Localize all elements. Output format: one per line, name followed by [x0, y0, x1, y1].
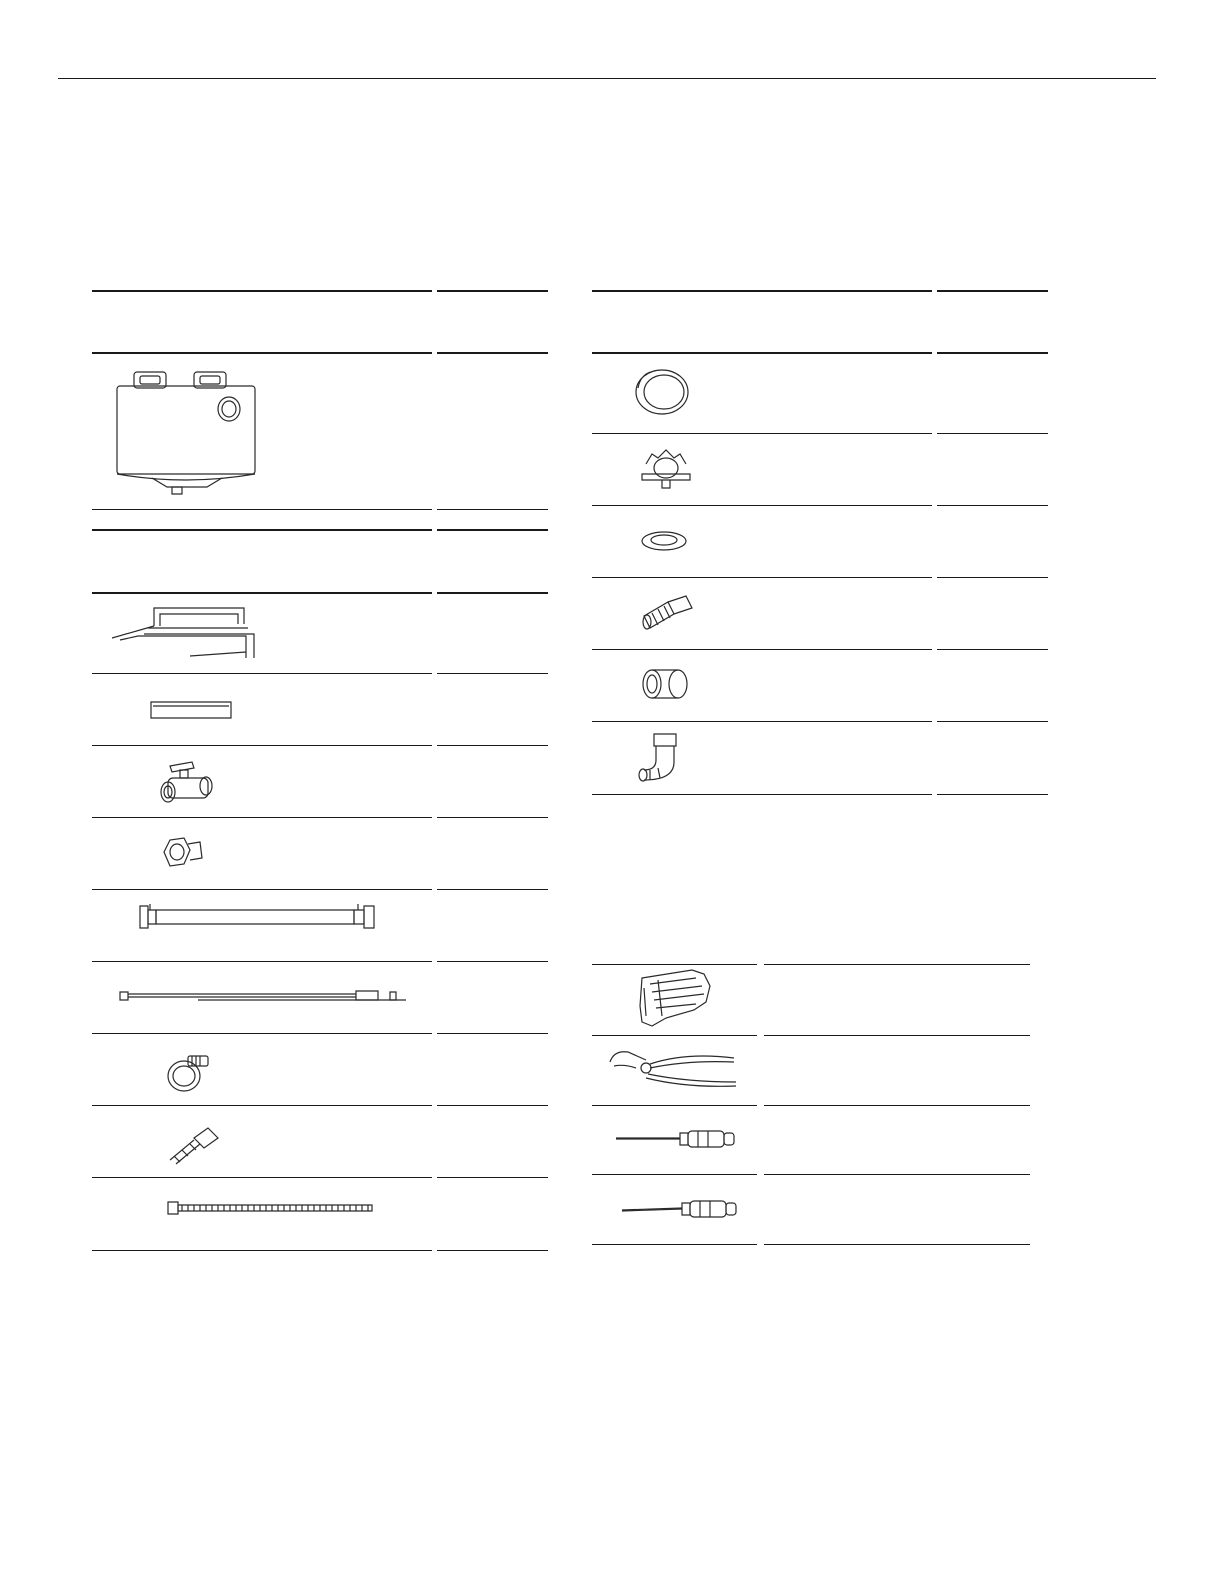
tools-bottom-rule: [592, 1244, 757, 1245]
tools-row-rule: [592, 1174, 757, 1175]
row-rule: [437, 889, 548, 890]
row-rule: [937, 794, 1048, 795]
mounting-strip-icon: [150, 700, 232, 720]
screwdriver-phillips-icon: [614, 1128, 738, 1150]
row-rule: [592, 721, 932, 722]
wire-bracket-icon: [108, 600, 258, 664]
gloves-icon: [632, 966, 716, 1030]
row-rule: [437, 1105, 548, 1106]
table-header-top-rule: [592, 290, 932, 292]
cable-tie-icon: [166, 1200, 378, 1216]
row-rule: [937, 721, 1048, 722]
table-header-top-rule: [92, 529, 432, 531]
table-header-bottom-rule: [592, 352, 932, 354]
pliers-icon: [606, 1046, 740, 1090]
row-rule: [92, 1250, 432, 1251]
row-rule: [592, 649, 932, 650]
drain-tube-icon: [118, 988, 408, 1004]
row-rule: [592, 433, 932, 434]
screwdriver-flat-icon: [620, 1198, 740, 1220]
row-rule: [437, 961, 548, 962]
threaded-adapter-icon: [640, 592, 694, 632]
tools-row-rule: [764, 1035, 1030, 1036]
row-rule: [437, 1177, 548, 1178]
tools-row-rule: [764, 1174, 1030, 1175]
tools-row-rule: [592, 1105, 757, 1106]
row-rule: [592, 505, 932, 506]
row-rule: [92, 961, 432, 962]
tools-row-rule: [592, 1035, 757, 1036]
page-top-rule: [58, 78, 1156, 79]
row-rule: [937, 433, 1048, 434]
row-rule: [92, 509, 432, 510]
row-rule: [437, 1033, 548, 1034]
row-rule: [92, 1105, 432, 1106]
row-rule: [937, 505, 1048, 506]
elbow-fitting-icon: [636, 730, 690, 782]
row-rule: [92, 1033, 432, 1034]
row-rule: [92, 1177, 432, 1178]
row-rule: [92, 889, 432, 890]
pipe-clip-icon: [638, 446, 694, 490]
barb-fitting-icon: [164, 1126, 222, 1166]
ring-seal-icon: [632, 364, 694, 420]
table-header-top-rule: [937, 290, 1048, 292]
table-header-top-rule: [437, 290, 548, 292]
table-header-bottom-rule: [437, 592, 548, 594]
row-rule: [937, 577, 1048, 578]
tools-top-rule: [764, 964, 1030, 965]
hose-assembly-icon: [136, 902, 381, 932]
ball-valve-icon: [158, 756, 220, 808]
row-rule: [437, 673, 548, 674]
hose-clamp-icon: [160, 1050, 212, 1094]
table-header-bottom-rule: [92, 352, 432, 354]
table-header-bottom-rule: [92, 592, 432, 594]
tools-bottom-rule: [764, 1244, 1030, 1245]
table-header-top-rule: [92, 290, 432, 292]
tools-row-rule: [764, 1105, 1030, 1106]
row-rule: [437, 1250, 548, 1251]
row-rule: [92, 745, 432, 746]
tools-top-rule: [592, 964, 757, 965]
row-rule: [437, 745, 548, 746]
hex-nut-fitting-icon: [160, 832, 206, 872]
coupling-icon: [640, 666, 690, 702]
row-rule: [592, 794, 932, 795]
washer-icon: [640, 530, 688, 552]
row-rule: [592, 577, 932, 578]
row-rule: [437, 509, 548, 510]
table-header-bottom-rule: [937, 352, 1048, 354]
table-header-bottom-rule: [437, 352, 548, 354]
row-rule: [937, 649, 1048, 650]
row-rule: [437, 817, 548, 818]
water-tank-icon: [112, 364, 262, 496]
row-rule: [92, 673, 432, 674]
table-header-top-rule: [437, 529, 548, 531]
row-rule: [92, 817, 432, 818]
